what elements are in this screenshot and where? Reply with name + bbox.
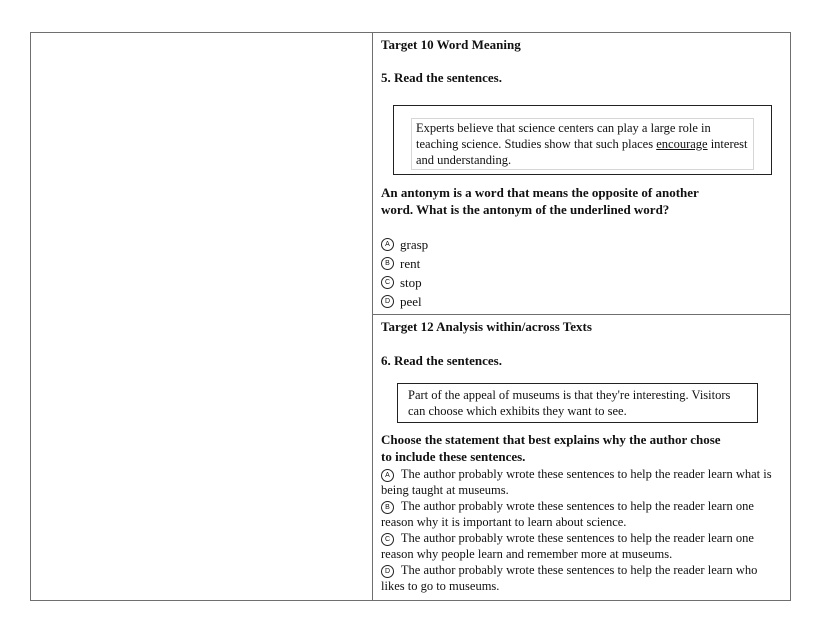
question-6-cell bbox=[381, 319, 784, 594]
question-6-title: 6. Read the sentences. bbox=[381, 353, 502, 368]
choice-b-q6[interactable]: B The author probably wrote these sentences to help the reader learn one reason why it is important to learn about science. bbox=[381, 499, 754, 529]
choice-bubble-icon[interactable]: D bbox=[381, 295, 394, 308]
question-6-stem-line2: to include these sentences. bbox=[381, 449, 526, 464]
document-table bbox=[30, 32, 791, 601]
passage-text-q5: Experts believe that science centers can play a large role in teaching science. Studies show that such places encourage interest and understanding. bbox=[411, 118, 754, 170]
question-5-stem-line1: An antonym is a word that means the opposite of another bbox=[381, 185, 699, 200]
question-5-title: 5. Read the sentences. bbox=[381, 70, 502, 85]
choice-d-q5[interactable]: D peel bbox=[381, 292, 784, 311]
choice-bubble-icon[interactable]: B bbox=[381, 501, 394, 514]
choice-bubble-icon[interactable]: B bbox=[381, 257, 394, 270]
choice-bubble-icon[interactable]: C bbox=[381, 276, 394, 289]
question-6-stem-line1: Choose the statement that best explains why the author chose bbox=[381, 432, 721, 447]
passage-box-q5 bbox=[393, 105, 772, 175]
answer-choices-q6 bbox=[381, 466, 779, 594]
choice-bubble-icon[interactable]: A bbox=[381, 238, 394, 251]
choice-a-q5[interactable]: A grasp bbox=[381, 235, 784, 254]
answer-choices-q5 bbox=[381, 235, 784, 311]
choice-bubble-icon[interactable]: D bbox=[381, 565, 394, 578]
choice-bubble-icon[interactable]: C bbox=[381, 533, 394, 546]
choice-c-q6[interactable]: C The author probably wrote these sentences to help the reader learn one reason why people learn and remember more at museums. bbox=[381, 531, 754, 561]
choice-a-q6[interactable]: A The author probably wrote these sentences to help the reader learn what is being taught at museums. bbox=[381, 467, 772, 497]
question-5-stem-line2: word. What is the antonym of the underlined word? bbox=[381, 202, 670, 217]
choice-c-q5[interactable]: C stop bbox=[381, 273, 784, 292]
choice-bubble-icon[interactable]: A bbox=[381, 469, 394, 482]
target-10-heading: Target 10 Word Meaning bbox=[381, 37, 521, 52]
underlined-word: encourage bbox=[656, 137, 708, 151]
choice-b-q5[interactable]: B rent bbox=[381, 254, 784, 273]
target-12-heading: Target 12 Analysis within/across Texts bbox=[381, 319, 592, 334]
row-divider bbox=[372, 314, 790, 315]
question-5-cell bbox=[381, 37, 784, 311]
choice-d-q6[interactable]: D The author probably wrote these sentences to help the reader learn who likes to go to museums. bbox=[381, 563, 758, 593]
passage-box-q6: Part of the appeal of museums is that they're interesting. Visitors can choose which exhibits they want to see. bbox=[397, 383, 758, 423]
column-divider bbox=[372, 33, 373, 600]
